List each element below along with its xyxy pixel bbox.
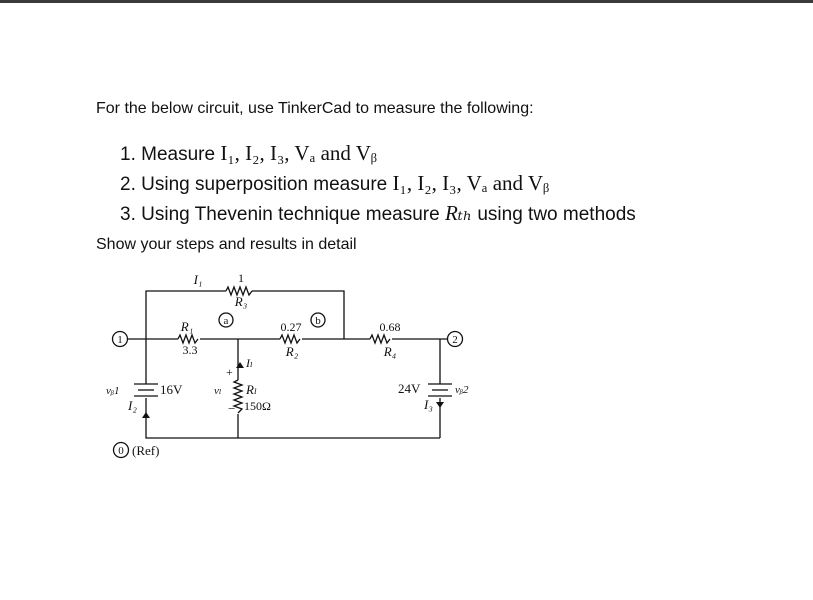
load-voltage-label: vₗ: [214, 385, 222, 397]
current-il-arrow: [236, 362, 244, 368]
task-number: 3.: [120, 204, 136, 225]
task-number: 1.: [120, 144, 136, 165]
node-0-label: 0: [118, 445, 124, 457]
current-i3-label: I₃: [424, 397, 433, 412]
task-quantities: I₁, I₂, I₃, Vₐ and Vᵦ: [220, 141, 377, 165]
load-plus-sign: +: [226, 365, 233, 379]
current-i1-label: I₁: [193, 272, 203, 287]
current-il-label: Iₗ: [246, 356, 253, 370]
resistor-r1-value: 3.3: [182, 343, 198, 357]
current-i2-label: I₂: [128, 398, 137, 413]
steps-note: Show your steps and results in detail: [96, 236, 357, 253]
resistor-r4-name: R₄: [383, 344, 397, 359]
node-2-label: 2: [452, 334, 458, 346]
source-vb1-value: 16V: [160, 382, 183, 397]
resistor-r2-zigzag: [280, 335, 300, 343]
task-lead: Using superposition measure: [141, 174, 388, 195]
task-quantities: I₁, I₂, I₃, Vₐ and Vᵦ: [392, 171, 550, 195]
node-a-label: a: [223, 315, 229, 327]
task-number: 2.: [120, 174, 136, 195]
task-lead: Measure: [141, 144, 216, 165]
ref-label: (Ref): [132, 443, 160, 458]
resistor-r4-zigzag: [370, 335, 390, 343]
wire: [146, 398, 440, 438]
resistor-r1-zigzag: [178, 335, 198, 343]
source-vb1-label: vᵦ1: [106, 385, 120, 397]
resistor-r2-value: 0.27: [280, 320, 302, 334]
resistor-r4-value: 0.68: [379, 320, 401, 334]
resistor-r1-name: R₁: [180, 319, 194, 334]
resistor-r3-name: R₃: [234, 294, 248, 309]
task-trail: using two methods: [477, 204, 636, 225]
source-vb2-value: 24V: [398, 381, 421, 396]
task-lead: Using Thevenin technique measure: [141, 204, 440, 225]
load-minus-sign: −: [228, 401, 236, 416]
resistor-r3-value: 1: [238, 271, 244, 285]
current-i2-arrow: [142, 412, 150, 418]
source-vb2-label: vᵦ2: [455, 384, 469, 396]
resistor-rl-name: Rₗ: [246, 382, 258, 397]
resistor-rl-value: 150Ω: [244, 399, 271, 413]
current-i3-arrow: [436, 402, 444, 408]
resistor-r2-name: R₂: [285, 344, 299, 359]
task-quantities: Rₜₕ: [444, 201, 473, 225]
node-b-label: b: [315, 315, 321, 327]
intro-text: For the below circuit, use TinkerCad to measure the following:: [96, 100, 534, 117]
node-1-label: 1: [117, 334, 123, 346]
